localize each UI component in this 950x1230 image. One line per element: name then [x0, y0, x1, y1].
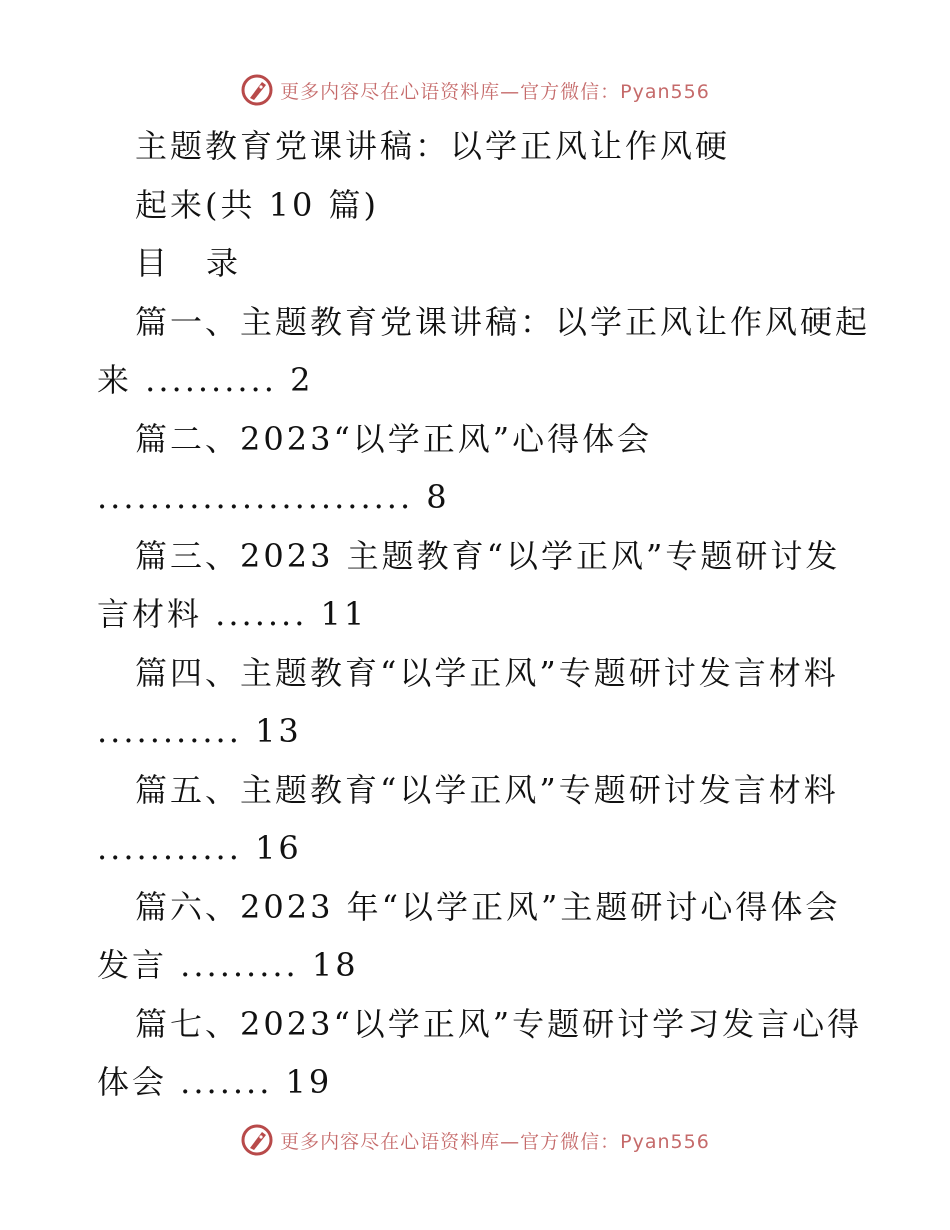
toc-entry-5-line-2[interactable]: ........... 16: [97, 829, 302, 867]
toc-heading: [135, 243, 241, 283]
toc-entry-1-line-2[interactable]: 来 .......... 2: [97, 361, 314, 399]
toc-entry-6-line-1[interactable]: 篇六、2023 年“以学正风”主题研讨心得体会: [135, 888, 841, 926]
toc-entry-3-line-1[interactable]: 篇三、2023 主题教育“以学正风”专题研讨发: [135, 537, 841, 575]
watermark-text: 更多内容尽在心语资料库—官方微信：Pyan556: [280, 80, 710, 103]
toc-entry-6-line-2[interactable]: 发言 ......... 18: [97, 946, 359, 984]
pen-nib-circle-icon: [240, 1123, 274, 1157]
pen-nib-circle-icon: [240, 73, 274, 107]
toc-entry-1-line-1[interactable]: 篇一、主题教育党课讲稿：以学正风让作风硬起: [135, 303, 871, 341]
toc-heading-char-2: 录: [206, 244, 242, 282]
toc-entry-3-line-2[interactable]: 言材料 ....... 11: [97, 595, 368, 633]
toc-entry-2-line-2[interactable]: ........................ 8: [97, 478, 450, 516]
toc-entry-5-line-1[interactable]: 篇五、主题教育“以学正风”专题研讨发言材料: [135, 771, 839, 809]
toc-entry-4-line-1[interactable]: 篇四、主题教育“以学正风”专题研讨发言材料: [135, 654, 839, 692]
header-watermark: [0, 70, 950, 110]
toc-entry-7-line-1[interactable]: 篇七、2023“以学正风”专题研讨学习发言心得: [135, 1005, 863, 1043]
watermark-text: 更多内容尽在心语资料库—官方微信：Pyan556: [280, 1130, 710, 1153]
toc-entry-2-line-1[interactable]: 篇二、2023“以学正风”心得体会: [135, 420, 653, 458]
toc-entry-7-line-2[interactable]: 体会 ....... 19: [97, 1063, 333, 1101]
document-title-line-1: 主题教育党课讲稿：以学正风让作风硬: [135, 127, 731, 165]
toc-heading-char-1: 目: [135, 244, 171, 282]
footer-watermark: [0, 1120, 950, 1160]
document-title-line-2: 起来(共 10 篇): [135, 186, 380, 224]
toc-entry-4-line-2[interactable]: ........... 13: [97, 712, 302, 750]
